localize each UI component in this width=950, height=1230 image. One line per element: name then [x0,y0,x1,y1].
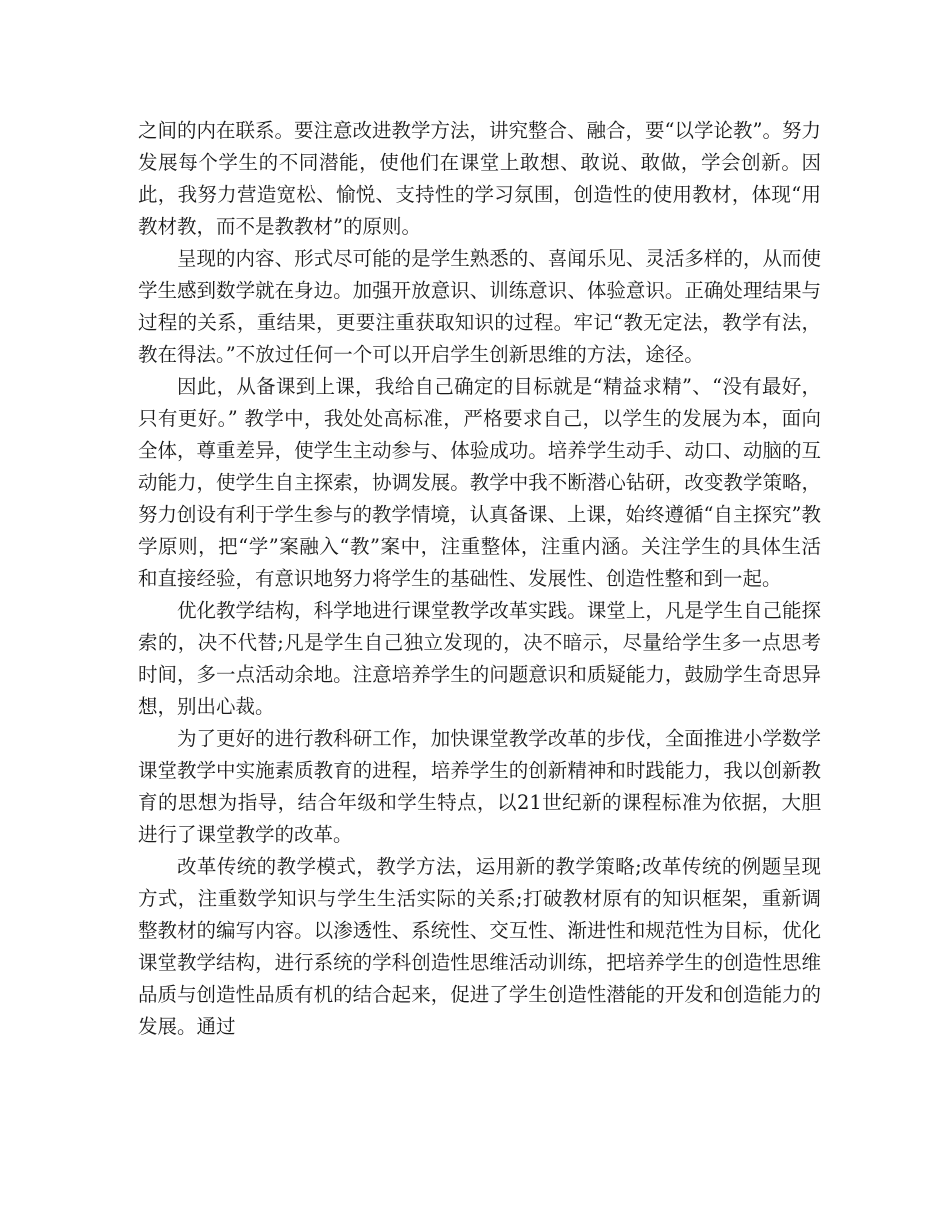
paragraph: 呈现的内容、形式尽可能的是学生熟悉的、喜闻乐见、灵活多样的，从而使学生感到数学就在身边。加强开放意识、训练意识、体验意识。正确处理结果与过程的关系，重结果，更要注重获取知识的过程。牢记“教无定法，教学有法，教在得法。”不放过任何一个可以开启学生创新思维的方法，途径。 [138,247,821,366]
document-body [138,115,821,1043]
paragraph: 改革传统的教学模式，教学方法，运用新的教学策略;改革传统的例题呈现方式，注重数学知识与学生生活实际的关系;打破教材原有的知识框架，重新调整教材的编写内容。以渗透性、系统性、交互性、渐进性和规范性为目标，优化课堂教学结构，进行系统的学科创造性思维活动训练，把培养学生的创造性思维品质与创造性品质有机的结合起来，促进了学生创造性潜能的开发和创造能力的发展。通过 [138,855,821,1038]
paragraph: 为了更好的进行教科研工作，加快课堂教学改革的步伐，全面推进小学数学课堂教学中实施素质教育的进程，培养学生的创新精神和时践能力，我以创新教育的思想为指导，结合年级和学生特点，以21世纪新的课程标准为依据，大胆进行了课堂教学的改革。 [138,727,821,846]
paragraph: 之间的内在联系。要注意改进教学方法，讲究整合、融合，要“以学论教”。努力发展每个学生的不同潜能，使他们在课堂上敢想、敢说、敢做，学会创新。因此，我努力营造宽松、愉悦、支持性的学习氛围，创造性的使用教材，体现“用教材教，而不是教教材”的原则。 [138,119,821,238]
paragraph: 因此，从备课到上课，我给自己确定的目标就是“精益求精”、“没有最好，只有更好。” 教学中，我处处高标准，严格要求自己，以学生的发展为本，面向全体，尊重差异，使学生主动参与、体验成功。培养学生动手、动口、动脑的互动能力，使学生自主探索，协调发展。教学中我不断潜心钻研，改变教学策略，努力创设有利于学生参与的教学情境，认真备课、上课，始终遵循“自主探究”教学原则，把“学”案融入“教”案中，注重整体，注重内涵。关注学生的具体生活和直接经验，有意识地努力将学生的基础性、发展性、创造性整和到一起。 [138,375,821,590]
paragraph: 优化教学结构，科学地进行课堂教学改革实践。课堂上，凡是学生自己能探索的，决不代替;凡是学生自己独立发现的，决不暗示，尽量给学生多一点思考时间，多一点活动余地。注意培养学生的问题意识和质疑能力，鼓励学生奇思异想，别出心裁。 [138,599,821,718]
